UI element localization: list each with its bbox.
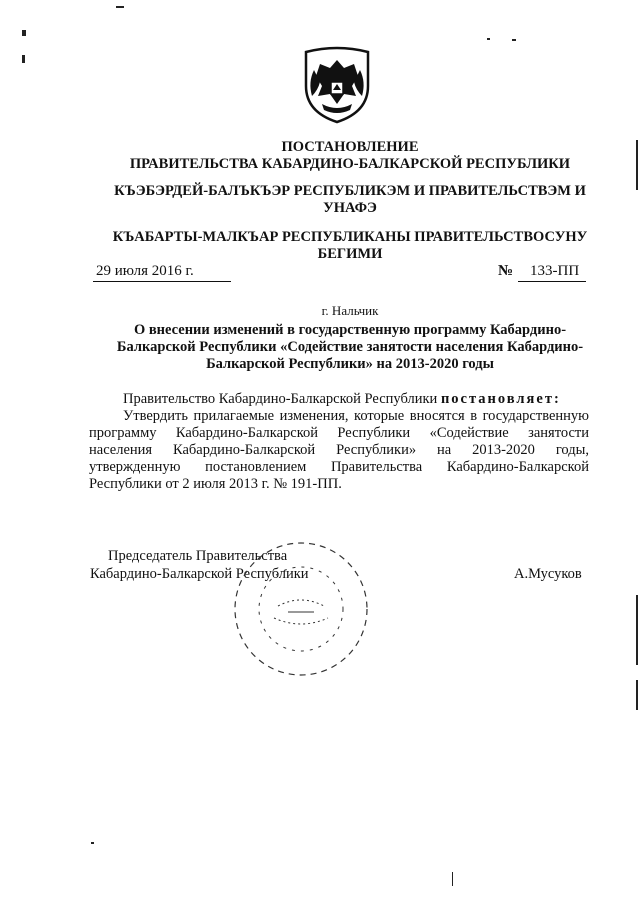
issuing-authority: ПРАВИТЕЛЬСТВА КАБАРДИНО-БАЛКАРСКОЙ РЕСПУБЛИКИ xyxy=(129,156,571,172)
kabardian-title-line2: УНАФЭ xyxy=(323,200,377,216)
balkar-title-line1: КЪАБАРТЫ-МАЛКЪАР РЕСПУБЛИКАНЫ ПРАВИТЕЛЬСТВОСУНУ xyxy=(112,229,588,245)
balkar-title-line2: БЕГИМИ xyxy=(317,246,383,262)
body-paragraph: Утвердить прилагаемые изменения, которые вносятся в государственную программу Кабардино-Балкарской Республики «Содействие занятости населения Кабардино-Балкарской Республики» на 2013-2020 годы, утвержденную постановлением Правительства Кабардино-Балкарской Республики от 2 июля 2013 г. № 191-ПП. xyxy=(89,408,589,492)
kabardian-title-line1: КЪЭБЭРДЕЙ-БАЛЪКЪЭР РЕСПУБЛИКЭМ И ПРАВИТЕЛЬСТВЭМ И xyxy=(114,183,586,199)
intro-text: Правительство Кабардино-Балкарской Республики xyxy=(123,391,438,407)
signer-name: А.Мусуков xyxy=(514,566,582,582)
resolves-text: постановляет: xyxy=(440,391,561,407)
intro-paragraph xyxy=(89,391,589,408)
date-underline xyxy=(93,281,231,282)
document-number: 133-ПП xyxy=(530,263,580,279)
number-label: № xyxy=(498,263,514,279)
document-type: ПОСТАНОВЛЕНИЕ xyxy=(281,139,419,155)
official-stamp-icon xyxy=(228,536,374,682)
document-title: О внесении изменений в государственную программу Кабардино-Балкарской Республики «Содействие занятости населения Кабардино-Балкарской Республики» на 2013-2020 годы xyxy=(116,322,584,372)
city: г. Нальчик xyxy=(321,303,379,318)
document-date: 29 июля 2016 г. xyxy=(96,263,194,279)
coat-of-arms-icon xyxy=(300,46,374,124)
number-underline xyxy=(518,281,586,282)
signer-position-line2: Кабардино-Балкарской Республики xyxy=(90,566,309,582)
signer-position-line1: Председатель Правительства xyxy=(108,548,288,564)
